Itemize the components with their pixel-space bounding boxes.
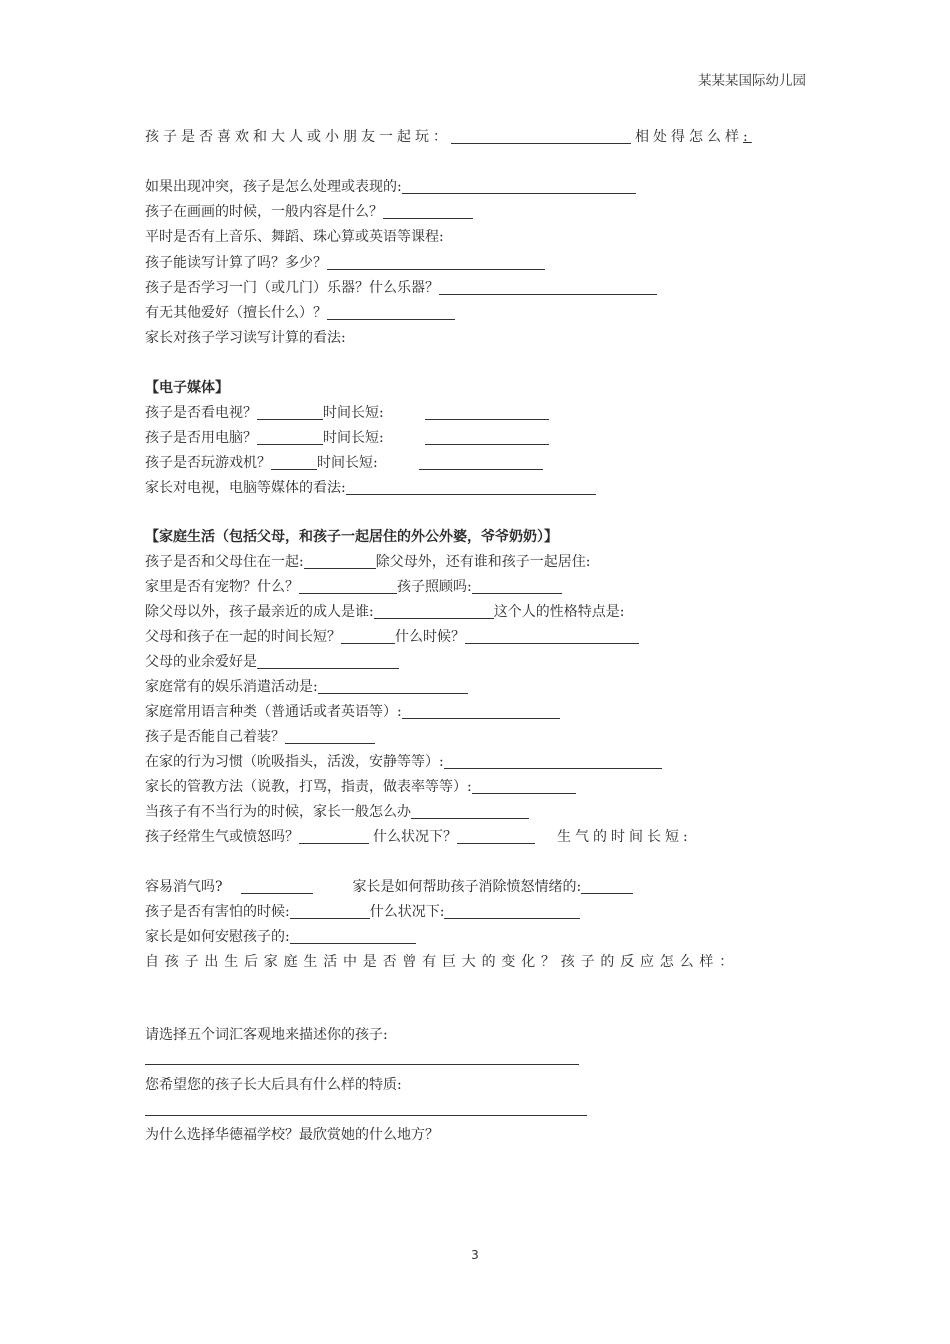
question-parent-hobbies: 父母的业余爱好是 bbox=[145, 651, 399, 673]
answer-line-qualities[interactable] bbox=[145, 1115, 587, 1116]
answer-blank[interactable] bbox=[457, 827, 535, 844]
answer-blank[interactable] bbox=[444, 752, 662, 769]
answer-blank[interactable] bbox=[411, 802, 529, 819]
question-hobbies: 有无其他爱好（擅长什么）？ bbox=[145, 302, 455, 324]
answer-blank[interactable] bbox=[290, 902, 370, 919]
answer-blank[interactable] bbox=[419, 453, 543, 470]
question-qualities: 您希望您的孩子长大后具有什么样的特质: bbox=[145, 1077, 402, 1093]
answer-blank[interactable] bbox=[425, 403, 549, 420]
answer-blank[interactable] bbox=[299, 577, 397, 594]
answer-blank[interactable] bbox=[285, 727, 375, 744]
answer-blank[interactable] bbox=[299, 827, 369, 844]
answer-blank[interactable] bbox=[425, 428, 549, 445]
question-games: 孩子是否玩游戏机？ 时间长短: bbox=[145, 452, 543, 474]
answer-blank[interactable] bbox=[472, 577, 562, 594]
section-heading-media: 【电子媒体】 bbox=[145, 380, 229, 396]
page-number: 3 bbox=[471, 1248, 479, 1262]
question-courses: 平时是否有上音乐、舞蹈、珠心算或英语等课程: bbox=[145, 229, 444, 245]
question-drawing: 孩子在画画的时候，一般内容是什么？ bbox=[145, 201, 473, 223]
answer-blank[interactable] bbox=[257, 403, 323, 420]
answer-blank[interactable] bbox=[383, 202, 473, 219]
question-language: 家庭常用语言种类（普通话或者英语等）: bbox=[145, 701, 560, 723]
answer-blank[interactable] bbox=[444, 902, 580, 919]
answer-blank[interactable] bbox=[374, 602, 494, 619]
question-computer: 孩子是否用电脑？ 时间长短: bbox=[145, 427, 549, 449]
answer-blank[interactable] bbox=[327, 303, 455, 320]
answer-blank[interactable] bbox=[465, 627, 639, 644]
question-dress-self: 孩子是否能自己着装？ bbox=[145, 726, 375, 748]
question-pets: 家里是否有宠物？什么？ 孩子照顾吗: bbox=[145, 576, 562, 598]
answer-blank[interactable] bbox=[346, 478, 596, 495]
question-five-words: 请选择五个词汇客观地来描述你的孩子: bbox=[145, 1027, 388, 1043]
answer-blank[interactable] bbox=[304, 552, 376, 569]
question-conflict: 如果出现冲突，孩子是怎么处理或表现的: bbox=[145, 176, 636, 198]
answer-blank[interactable] bbox=[290, 927, 416, 944]
answer-blank[interactable] bbox=[402, 702, 560, 719]
answer-blank[interactable] bbox=[257, 652, 399, 669]
school-name-header: 某某某国际幼儿园 bbox=[698, 73, 806, 89]
answer-blank[interactable] bbox=[581, 877, 633, 894]
answer-blank[interactable] bbox=[318, 677, 468, 694]
question-angry: 孩子经常生气或愤怒吗？ 什么状况下？ 生气的时间长短: bbox=[145, 829, 692, 845]
answer-blank[interactable] bbox=[257, 428, 323, 445]
answer-blank[interactable] bbox=[402, 177, 636, 194]
answer-blank[interactable] bbox=[327, 253, 545, 270]
question-tv: 孩子是否看电视？ 时间长短: bbox=[145, 402, 549, 424]
answer-line-five-words[interactable] bbox=[145, 1064, 579, 1065]
question-comfort: 家长是如何安慰孩子的: bbox=[145, 926, 416, 948]
question-discipline: 家长的管教方法（说教，打骂，指责，做表率等等）: bbox=[145, 776, 576, 798]
question-parent-view-study: 家长对孩子学习读写计算的看法: bbox=[145, 330, 346, 346]
question-live-with-parents: 孩子是否和父母住在一起: 除父母外，还有谁和孩子一起居住: bbox=[145, 554, 591, 570]
question-misbehave: 当孩子有不当行为的时候，家长一般怎么办 bbox=[145, 801, 529, 823]
question-closest-adult: 除父母以外，孩子最亲近的成人是谁: 这个人的性格特点是: bbox=[145, 604, 625, 620]
answer-blank[interactable] bbox=[271, 453, 317, 470]
question-habits: 在家的行为习惯（吮吸指头，活泼，安静等等）: bbox=[145, 751, 662, 773]
question-play-with: 孩子是否喜欢和大人或小朋友一起玩： 相处得怎么样: bbox=[145, 129, 752, 145]
question-calm-down: 容易消气吗? 家长是如何帮助孩子消除愤怒情绪的: bbox=[145, 876, 633, 898]
question-big-change: 自孩子出生后家庭生活中是否曾有巨大的变化？孩子的反应怎么样： bbox=[145, 954, 739, 970]
section-heading-family: 【家庭生活（包括父母，和孩子一起居住的外公外婆，爷爷奶奶）】 bbox=[145, 529, 558, 545]
answer-blank[interactable] bbox=[451, 127, 631, 144]
answer-blank[interactable] bbox=[439, 278, 657, 295]
question-afraid: 孩子是否有害怕的时候: 什么状况下: bbox=[145, 901, 580, 923]
question-read-write: 孩子能读写计算了吗？多少？ bbox=[145, 252, 545, 274]
answer-blank[interactable] bbox=[241, 877, 313, 894]
answer-blank[interactable] bbox=[341, 627, 395, 644]
question-entertainment: 家庭常有的娱乐消遣活动是: bbox=[145, 676, 468, 698]
question-why-school: 为什么选择华德福学校？最欣赏她的什么地方？ bbox=[145, 1127, 439, 1143]
question-time-together: 父母和孩子在一起的时间长短？ 什么时候？ bbox=[145, 626, 639, 648]
answer-blank[interactable] bbox=[472, 777, 576, 794]
question-media-view: 家长对电视，电脑等媒体的看法: bbox=[145, 477, 596, 499]
question-instrument: 孩子是否学习一门（或几门）乐器？什么乐器？ bbox=[145, 277, 657, 299]
